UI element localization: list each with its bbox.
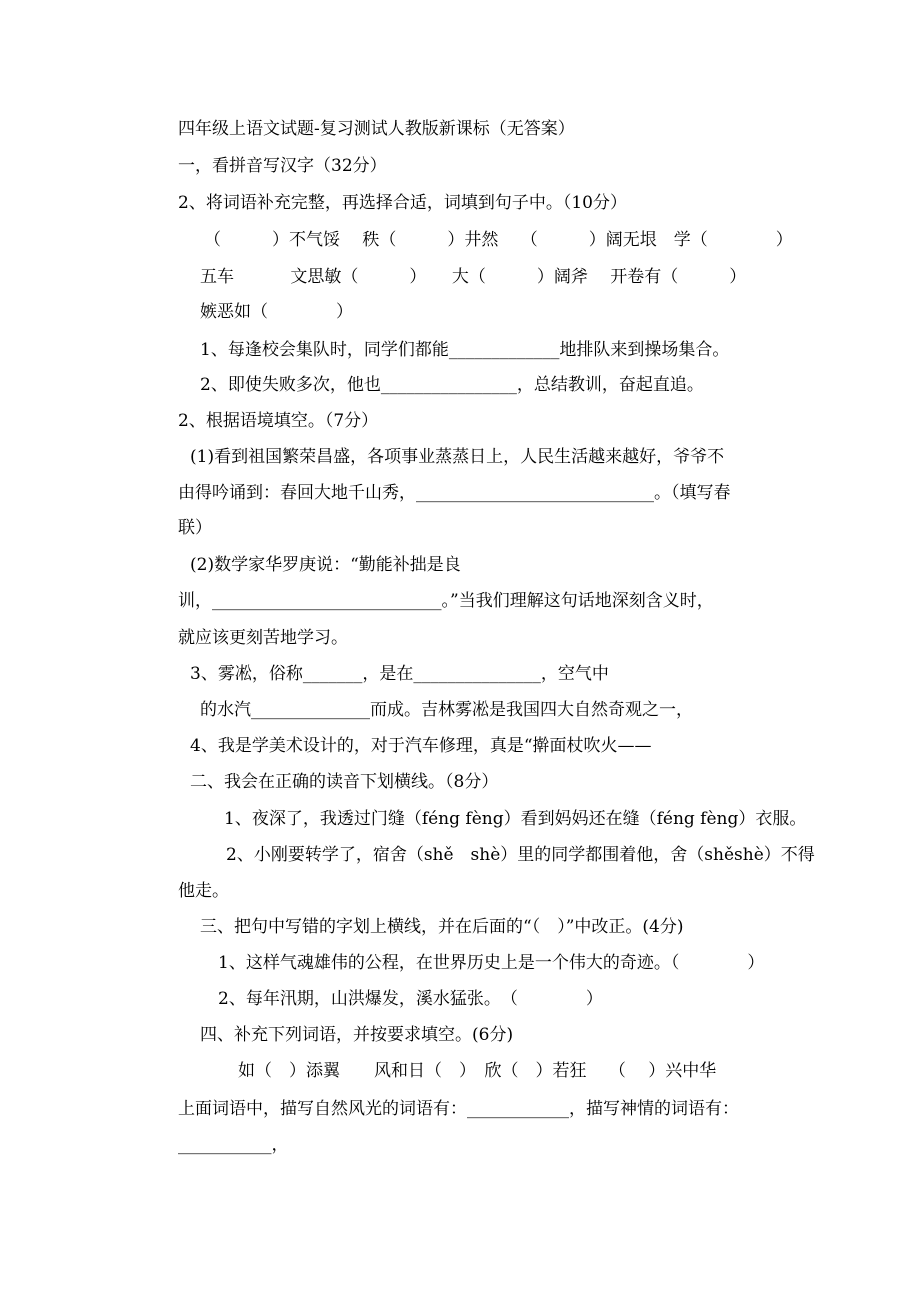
question-text: 训，___________________________。”当我们理解这句话地深刻含义时， xyxy=(178,591,714,611)
question-text: 1、这样气魂雄伟的公程，在世界历史上是一个伟大的奇迹。（ ） xyxy=(218,953,765,973)
sentence-blank: 1、每逢校会集队时，同学们都能_____________地排队来到操场集合。 xyxy=(200,340,730,360)
question-text: 联） xyxy=(178,518,212,538)
word-blanks-row: （ ）不气馁 秩（ ）井然 （ ）阔无垠 学（ ） xyxy=(204,230,793,250)
section-heading: 一，看拼音写汉字（32分） xyxy=(178,156,387,176)
question-text: 4、我是学美术设计的，对于汽车修理，真是“擀面杖吹火—— xyxy=(190,736,652,756)
question-text: 1、夜深了，我透过门缝（féng fèng）看到妈妈还在缝（féng fèng）衣服。 xyxy=(224,809,807,829)
question-text: 2、小刚要转学了，宿舍（shě shè）里的同学都围着他，舍（shěshè）不得 xyxy=(226,845,815,865)
question-text: 2、每年汛期，山洪爆发，溪水猛张。 （ ） xyxy=(218,989,603,1009)
question-text: ___________， xyxy=(178,1135,289,1155)
question-text: 的水汽______________而成。吉林雾凇是我国四大自然奇观之一， xyxy=(200,700,693,720)
question-text: 由得吟诵到：春回大地千山秀，____________________________。（填写春 xyxy=(178,483,731,503)
section-heading: 2、根据语境填空。（7分） xyxy=(178,411,379,431)
sentence-blank: 2、即使失败多次，他也________________，总结教训，奋起直追。 xyxy=(200,375,704,395)
word-blanks-row: 五车 文思敏（ ） 大（ ）阔斧 开卷有（ ） xyxy=(200,267,747,287)
section-heading: 三、把句中写错的字划上横线，并在后面的“（ ）”中改正。(4分) xyxy=(200,917,684,937)
question-text: 他走。 xyxy=(178,881,229,901)
question-text: 3、雾凇，俗称_______，是在_______________，空气中 xyxy=(190,664,609,684)
question-text: 2、将词语补充完整，再选择合适，词填到句子中。（10分） xyxy=(178,193,627,213)
question-text: (2)数学家华罗庚说：“勤能补拙是良 xyxy=(190,555,461,575)
word-blanks-row: 如（ ）添翼 风和日（ ） 欣（ ）若狂 （ ）兴中华 xyxy=(238,1061,717,1081)
question-text: 上面词语中，描写自然风光的词语有：____________，描写神情的词语有： xyxy=(178,1099,739,1119)
question-text: 就应该更刻苦地学习。 xyxy=(178,628,348,648)
question-text: (1)看到祖国繁荣昌盛，各项事业蒸蒸日上，人民生活越来越好，爷爷不 xyxy=(190,447,725,467)
section-heading: 二、我会在正确的读音下划横线。（8分） xyxy=(190,772,499,792)
word-blanks-row: 嫉恶如（ ） xyxy=(200,302,353,322)
page-title: 四年级上语文试题-复习测试人教版新课标（无答案） xyxy=(178,119,575,139)
section-heading: 四、补充下列词语，并按要求填空。(6分) xyxy=(200,1025,514,1045)
